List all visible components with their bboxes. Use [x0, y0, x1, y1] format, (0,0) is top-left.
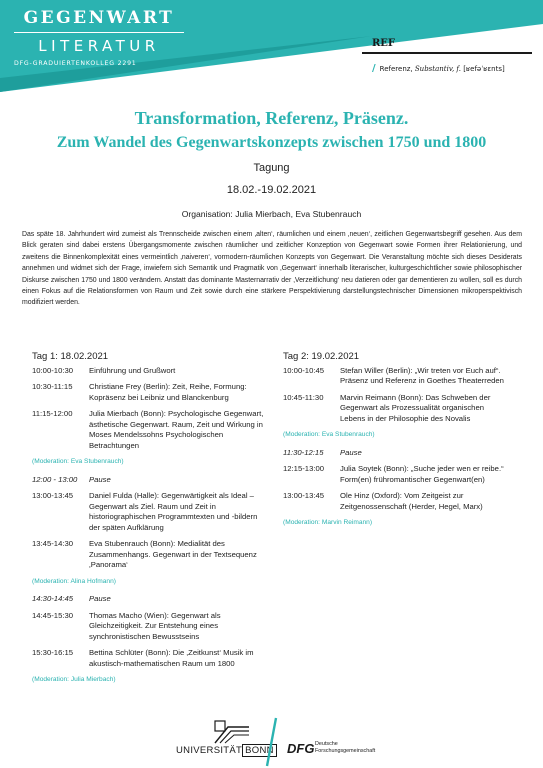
session-description: Julia Soytek (Bonn): „Suche jeder wen er reibe.“ Form(en) frühromantischer Gegenwart(en): [340, 464, 504, 484]
logo-line-kolleg: DFG-GRADUIERTENKOLLEG 2291: [14, 60, 137, 67]
session-description: Ole Hinz (Oxford): Vom Zeitgeist zur Zeitgenossenschaft (Herder, Hegel, Marx): [340, 491, 483, 511]
day1-program: [32, 352, 264, 693]
session-row: [283, 464, 511, 485]
moderation-note: (Moderation: Alina Hofmann): [32, 577, 116, 585]
session-time: 10:00-10:30: [32, 365, 74, 375]
session-description: Christiane Frey (Berlin): Zeit, Reihe, Formung: Kopräsenz bei Leibniz und Blanckenburg: [89, 382, 247, 402]
intro-paragraph: Das späte 18. Jahrhundert wird zumeist als Trennscheide zwischen einem ‚alten‘, räumlichen und einem ‚neuen‘, zeitlichen Gegenwartsbegriff gesehen. Aus dem Blick geraten sind dabei erstens Übergangsmomente zwischen räumlicher und zeitlicher Konzeption von Gegenwart sowie Formen ihrer Relationierung, und zweitens die Binnenkomplexität eines vermeintlich ‚naiveren‘, vormodern-räumlichen Konzepts von Gegenwart. Die Veranstaltung möchte sich dieses Desiderats annehmen und widmet sich der Frage, inwiefern sich Semantik und Pragmatik von ‚Gegenwart‘ innerhalb literarischer, kulturgeschichtlicher sowie philosophischer Diskurse zwischen 1750 und 1800 verändern. Anstatt das dominante Masternarrativ der ‚Verzeitlichung‘ neu datieren oder gar dementieren zu wollen, soll es durch einen Fokus auf die Relationsformen von Raum und Zeit sowie durch eine stärkere Perspektivierung darstellungstechnischer Dimensionen mikroperspektivisch modifiziert werden.: [22, 231, 522, 307]
university-bonn-logo-icon: [212, 719, 252, 745]
logo-rule: [14, 32, 184, 33]
dfg-logo: DFG: [287, 741, 315, 756]
session-time: 13:00-13:45: [283, 491, 325, 500]
session-time: 10:30-11:15: [32, 382, 73, 391]
day2-title: Tag 2: 19.02.2021: [283, 351, 360, 362]
ref-grammar: Substantiv, f.: [414, 65, 461, 73]
session-description: Julia Mierbach (Bonn): Psychologische Gegenwart, ästhetische Gegenwart. Raum, Zeit und Wirkung in Moses Mendelssohns Psychologischen Betrachtungen: [89, 409, 264, 450]
moderation-note: (Moderation: Marvin Reimann): [283, 519, 373, 526]
session-description: Thomas Macho (Wien): Gegenwart als Gleichzeitigkeit. Zur Entstehung eines synchronistischen Bewusstseins: [89, 610, 221, 641]
session-time: 13:00-13:45: [32, 491, 74, 500]
session-description: Bettina Schlüter (Bonn): Die ‚Zeitkunst‘ Musik im akustisch-mathematischen Raum um 1800: [89, 648, 254, 668]
dfg-subtitle-line1: Deutsche: [315, 741, 338, 747]
footer: [0, 712, 543, 768]
session-row: [32, 366, 264, 377]
session-description: Einführung und Grußwort: [89, 365, 176, 375]
session-description: Stefan Willer (Berlin): „Wir treten vor Euch auf“. Präsenz und Referenz in Goethes Theaterreden: [340, 365, 504, 385]
session-time: 12:15-13:00: [283, 464, 325, 473]
session-time: 12:00 - 13:00: [32, 474, 78, 484]
session-row: [32, 611, 264, 643]
break-row: [32, 475, 264, 486]
session-time: 11:15-12:00: [32, 409, 73, 418]
ref-phonetic: [ʁefəˈʁɛnts]: [463, 65, 505, 73]
session-time: 13:45-14:30: [32, 539, 74, 548]
organisation: Organisation: Julia Mierbach, Eva Stubenrauch: [181, 209, 362, 219]
session-description: Pause: [89, 474, 111, 484]
session-time: 15:30-16:15: [32, 648, 74, 657]
session-time: 14:30-14:45: [32, 594, 74, 603]
session-time: 10:00-10:45: [283, 365, 325, 375]
dfg-subtitle-line2: Forschungsgemeinschaft: [315, 747, 376, 754]
gegenwart-literatur-logo: [14, 8, 184, 67]
ref-word: Referenz,: [379, 65, 413, 73]
session-description: Marvin Reimann (Bonn): Das Schweben der Gegenwart als Prozessualität organischen Lebens in der Philosophie des Novalis: [340, 392, 491, 423]
session-description: Pause: [89, 594, 111, 603]
session-description: Daniel Fulda (Halle): Gegenwärtigkeit als Ideal – Gegenwart als Ziel. Raum und Zeit in historiographischen Programmtexten und -bildern der späten Aufklärung: [89, 491, 258, 532]
moderation-note: (Moderation: Eva Stubenrauch): [32, 458, 124, 465]
break-row: [283, 448, 511, 459]
ref-title: REF: [372, 38, 396, 49]
session-row: [32, 491, 264, 533]
moderation-note: (Moderation: Julia Mierbach): [32, 676, 116, 683]
session-row: [283, 366, 511, 387]
dfg-subtitle: [315, 741, 375, 754]
day2-list: [283, 366, 511, 529]
university-label: UNIVERSITÄT: [176, 745, 243, 756]
session-time: 10:45-11:30: [283, 392, 324, 402]
main-title: Transformation, Referenz, Präsenz.: [134, 108, 409, 128]
university-bonn-label: BONN: [242, 744, 277, 757]
ref-definition-text: [362, 63, 532, 74]
session-time: 11:30-12:15: [283, 447, 324, 457]
ref-rule: [362, 52, 532, 54]
footer-divider-slash: [262, 716, 282, 768]
session-row: [32, 539, 264, 571]
session-row: [283, 491, 511, 512]
ref-definition: [362, 38, 532, 74]
event-dates: 18.02.-19.02.2021: [226, 184, 317, 196]
session-description: Pause: [340, 447, 362, 457]
logo-line-literatur: LITERATUR: [38, 37, 160, 55]
moderation-note: (Moderation: Eva Stubenrauch): [283, 431, 375, 438]
event-type: Tagung: [253, 162, 290, 174]
session-row: [283, 393, 511, 425]
slash-icon: /: [372, 63, 376, 74]
session-row: [32, 382, 264, 403]
session-description: Eva Stubenrauch (Bonn): Medialität des Zusammenhangs. Gegenwart in der Textsequenz ‚Panorama‘: [89, 539, 257, 569]
break-row: [32, 594, 264, 605]
subtitle: Zum Wandel des Gegenwartskonzepts zwischen 1750 und 1800: [56, 134, 487, 151]
session-row: [32, 648, 264, 669]
day2-program: [283, 352, 511, 536]
day1-title: Tag 1: 18.02.2021: [32, 351, 109, 362]
logo-line-gegenwart: GEGENWART: [23, 8, 175, 28]
session-time: 14:45-15:30: [32, 610, 74, 620]
day1-list: [32, 366, 264, 686]
session-row: [32, 409, 264, 451]
